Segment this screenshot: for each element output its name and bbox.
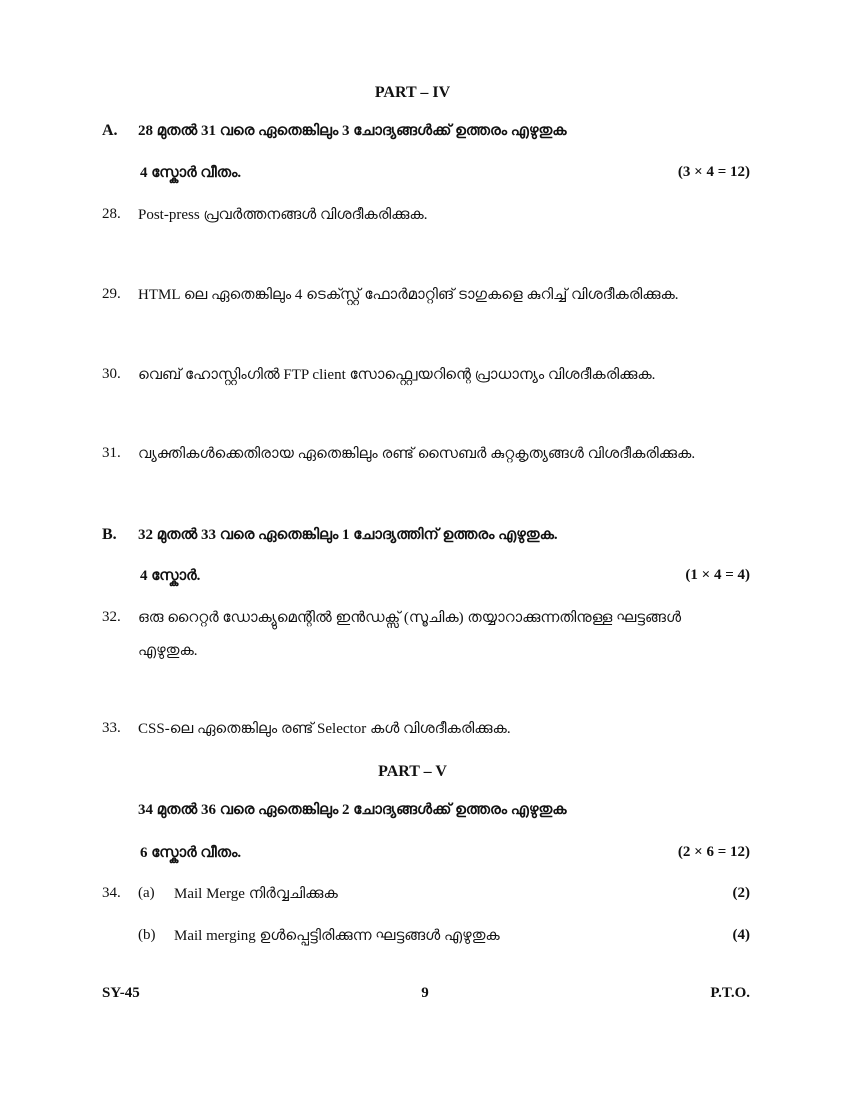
subquestion-text: Mail Merge നിർവ്വചിക്കുക [174, 886, 338, 902]
part-v-marks-formula: (2 × 6 = 12) [677, 844, 750, 860]
question-number: 28. [102, 206, 121, 222]
subquestion-text: Mail merging ഉൾപ്പെട്ടിരിക്കുന്ന ഘട്ടങ്ങൾ എഴുതുക [174, 928, 500, 944]
part-v-title: PART – V [378, 763, 447, 780]
section-a-marks-formula: (3 × 4 = 12) [677, 164, 750, 180]
subquestion-marks: (4) [732, 927, 750, 943]
question-number: 34. [102, 885, 121, 901]
question-number: 29. [102, 286, 121, 302]
part-v-marks-each: 6 സ്കോർ വീതം. [140, 845, 242, 861]
question-text-continued: എഴുതുക. [138, 643, 198, 659]
section-a-marks-each: 4 സ്കോർ വീതം. [140, 165, 242, 181]
question-text: Post-press പ്രവർത്തനങ്ങൾ വിശദീകരിക്കുക. [138, 207, 428, 223]
section-b-instruction: 32 മുതൽ 33 വരെ ഏതെങ്കിലും 1 ചോദ്യത്തിന് ഉത്തരം എഴുതുക. [138, 527, 558, 543]
section-a-instruction: 28 മുതൽ 31 വരെ ഏതെങ്കിലും 3 ചോദ്യങ്ങൾക്ക് ഉത്തരം എഴുതുക [138, 123, 567, 139]
part-iv-title: PART – IV [374, 84, 451, 101]
section-a-letter: A. [102, 122, 118, 139]
question-text: HTML ലെ ഏതെങ്കിലും 4 ടെക്സ്റ്റ് ഫോർമാറ്റിങ് ടാഗുകളെ കുറിച്ച് വിശദീകരിക്കുക. [138, 287, 679, 303]
question-text: വെബ് ഹോസ്റ്റിംഗിൽ FTP client സോഫ്റ്റ്വെയറിന്റെ പ്രാധാന്യം വിശദീകരിക്കുക. [138, 367, 656, 383]
question-number: 30. [102, 366, 121, 382]
question-number: 32. [102, 609, 121, 625]
footer-code: SY-45 [102, 985, 140, 1001]
section-b-marks-each: 4 സ്കോർ. [140, 568, 201, 584]
question-text: വ്യക്തികൾക്കെതിരായ ഏതെങ്കിലും രണ്ട് സൈബർ കുറ്റകൃത്യങ്ങൾ വിശദീകരിക്കുക. [138, 446, 696, 462]
subquestion-label: (a) [138, 885, 155, 901]
question-text: CSS-ലെ ഏതെങ്കിലും രണ്ട് Selector കൾ വിശദീകരിക്കുക. [138, 721, 511, 737]
subquestion-marks: (2) [732, 885, 750, 901]
section-b-marks-formula: (1 × 4 = 4) [685, 567, 750, 583]
question-number: 31. [102, 445, 121, 461]
footer-pto: P.T.O. [710, 985, 750, 1001]
question-number: 33. [102, 720, 121, 736]
part-v-instruction: 34 മുതൽ 36 വരെ ഏതെങ്കിലും 2 ചോദ്യങ്ങൾക്ക് ഉത്തരം എഴുതുക [138, 802, 567, 818]
section-b-letter: B. [102, 526, 117, 543]
subquestion-label: (b) [138, 927, 156, 943]
question-text: ഒരു റൈറ്റർ ഡോക്യുമെന്റിൽ ഇൻഡക്സ് (സൂചിക) തയ്യാറാക്കുന്നതിനുള്ള ഘട്ടങ്ങൾ [138, 610, 682, 626]
footer-page-number: 9 [421, 985, 429, 1001]
